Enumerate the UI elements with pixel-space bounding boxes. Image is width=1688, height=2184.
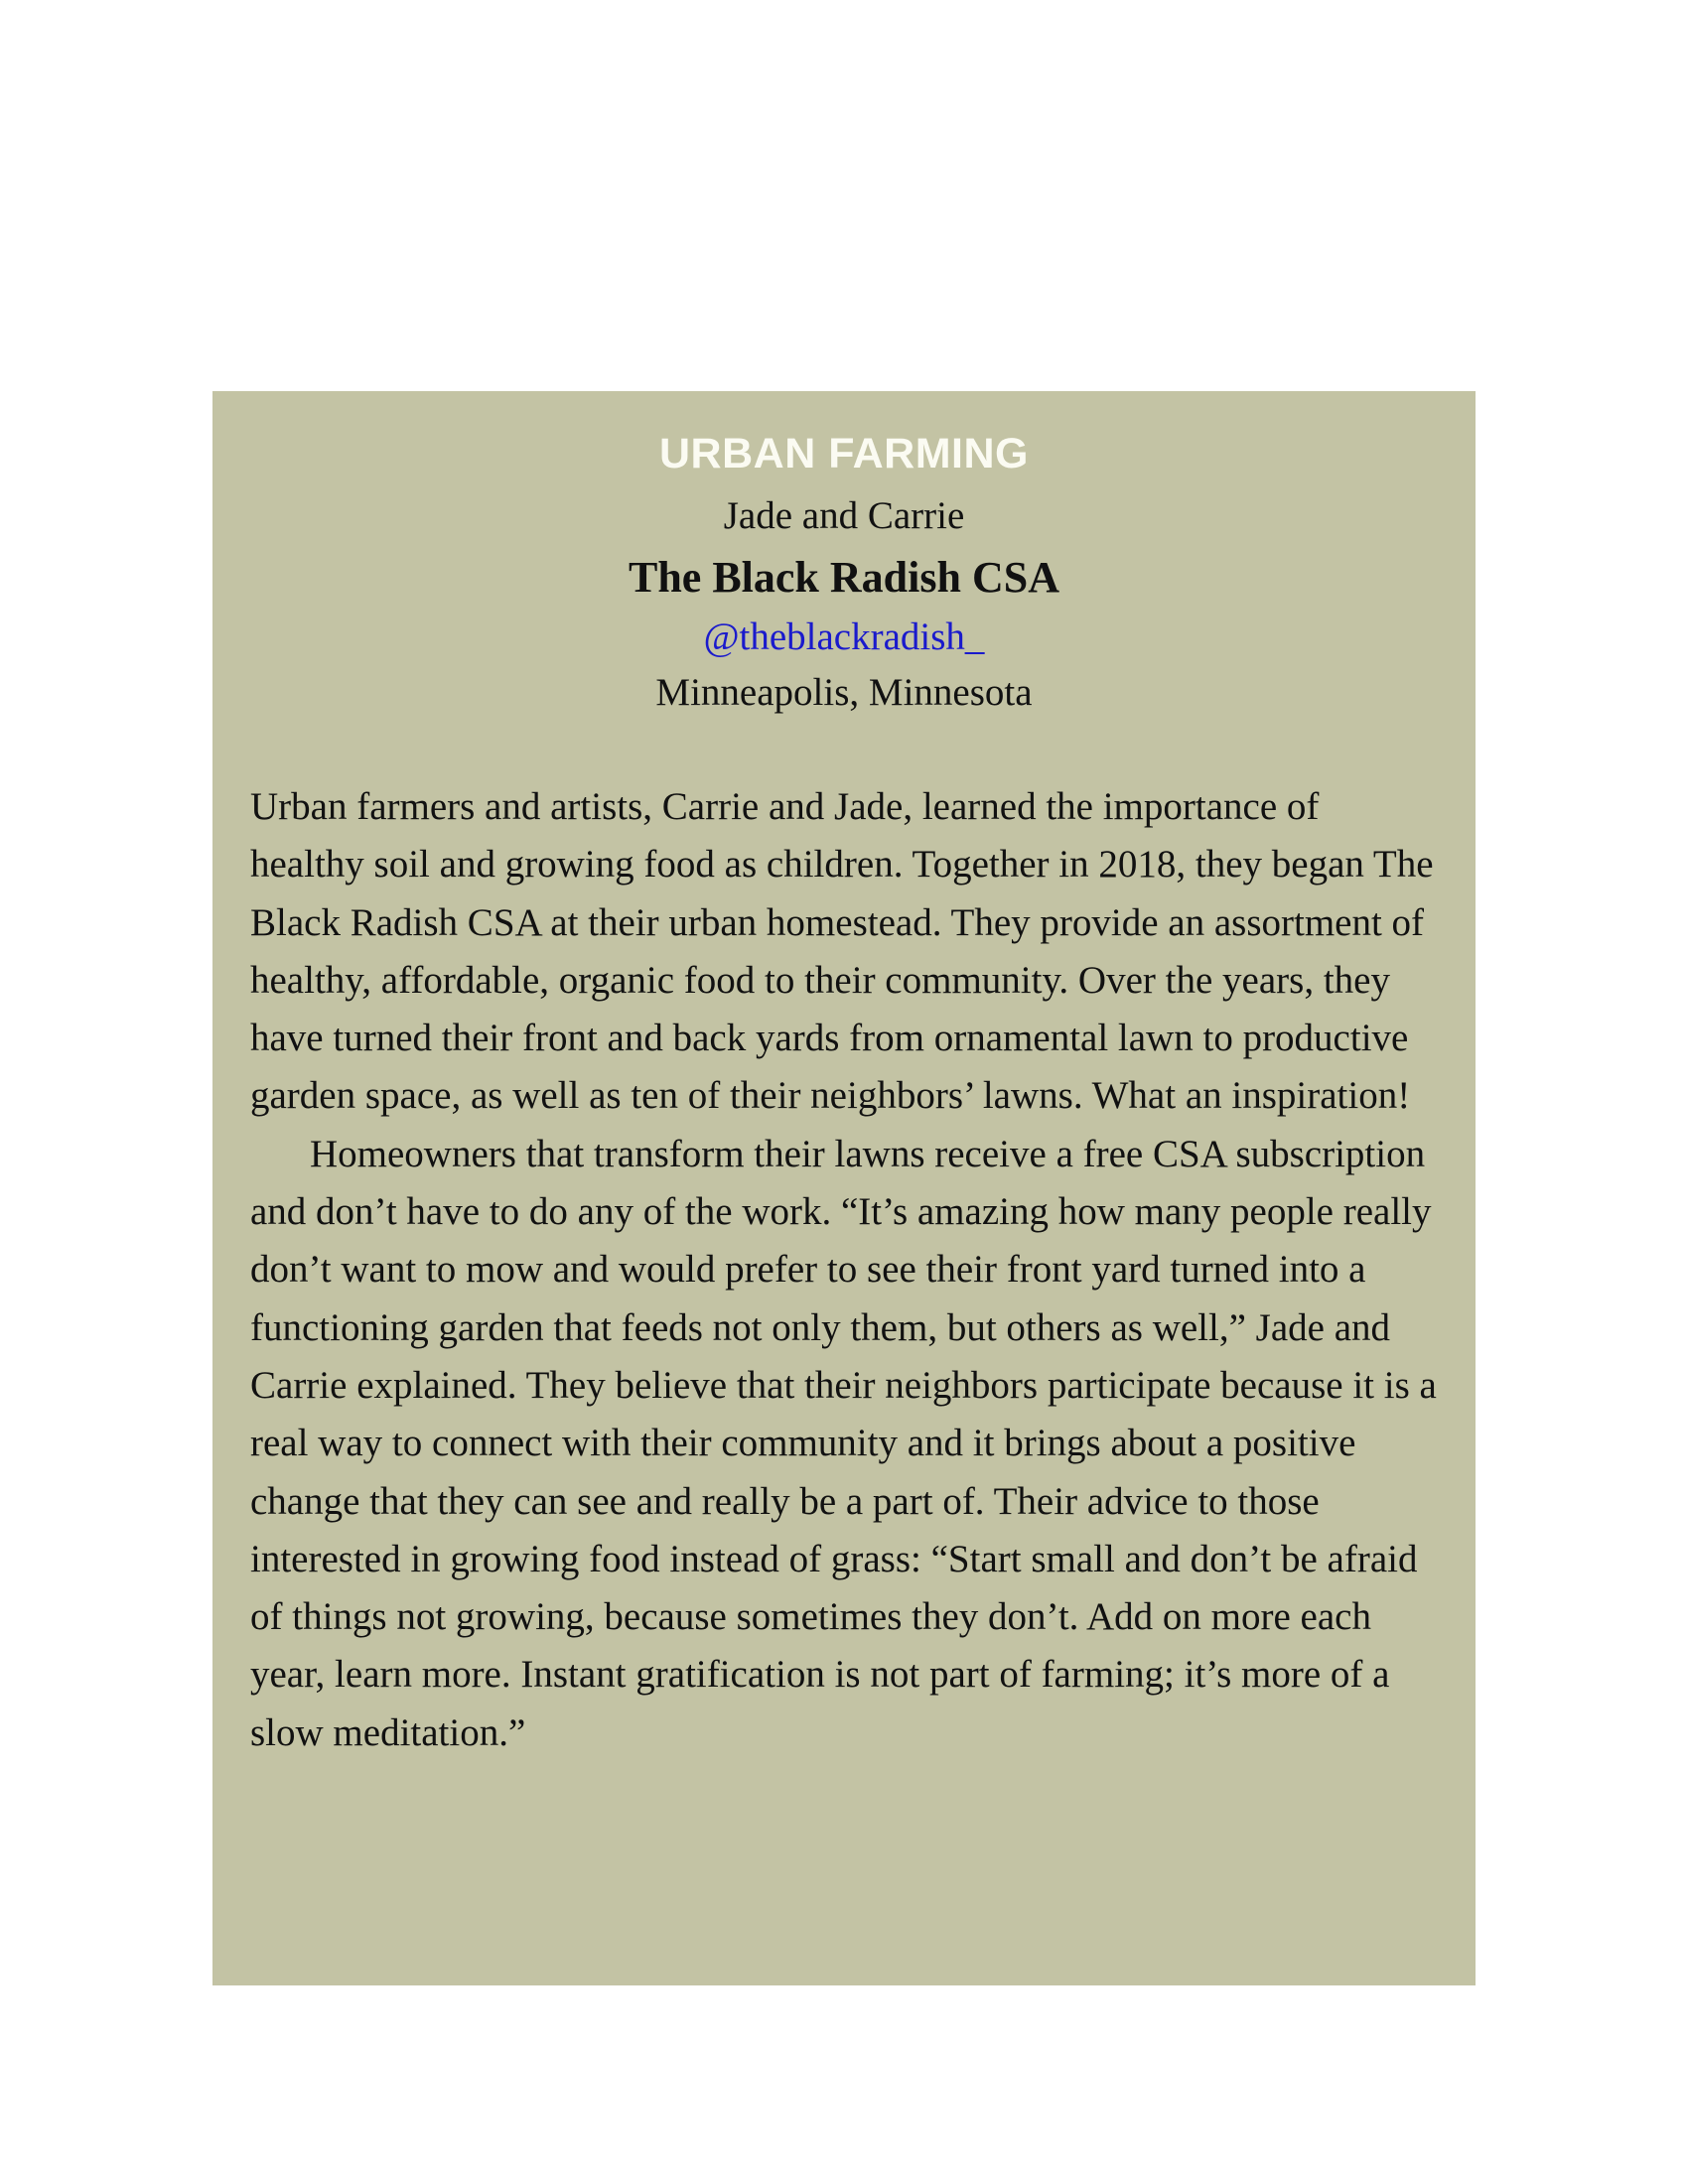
section-label: URBAN FARMING [659, 430, 1029, 478]
farmer-names: Jade and Carrie [723, 494, 965, 537]
article-paragraph: Urban farmers and artists, Carrie and Jade, learned the importance of healthy soil and growing food as children. Together in 2018, they began The Black Radish CSA at their urban homestead. They provide an assortment of healthy, affordable, organic food to their community. Over the years, they have turned their front and back yards from ornamental lawn to productive garden space, as well as ten of their neighbors’ lawns. What an inspiration! [250, 785, 1434, 1118]
profile-card [212, 391, 1476, 1985]
location: Minneapolis, Minnesota [655, 671, 1033, 714]
profile-header [250, 429, 1438, 717]
article-paragraph: Homeowners that transform their lawns receive a free CSA subscription and don’t have to do any of the work. “It’s amazing how many people really don’t want to mow and would prefer to see their front yard turned into a functioning garden that feeds not only them, but others as well,” Jade and Carrie explained. They believe that their neighbors participate because it is a real way to connect with their community and it brings about a positive change that they can see and really be a part of. Their advice to those interested in growing food instead of grass: “Start small and don’t be afraid of things not growing, because sometimes they don’t. Add on more each year, learn more. Instant gratification is not part of farming; it’s more of a slow meditation.” [250, 1132, 1437, 1754]
organization-name: The Black Radish CSA [628, 553, 1059, 602]
social-handle-link[interactable]: @theblackradish_ [703, 615, 985, 658]
article-body [250, 778, 1438, 1762]
